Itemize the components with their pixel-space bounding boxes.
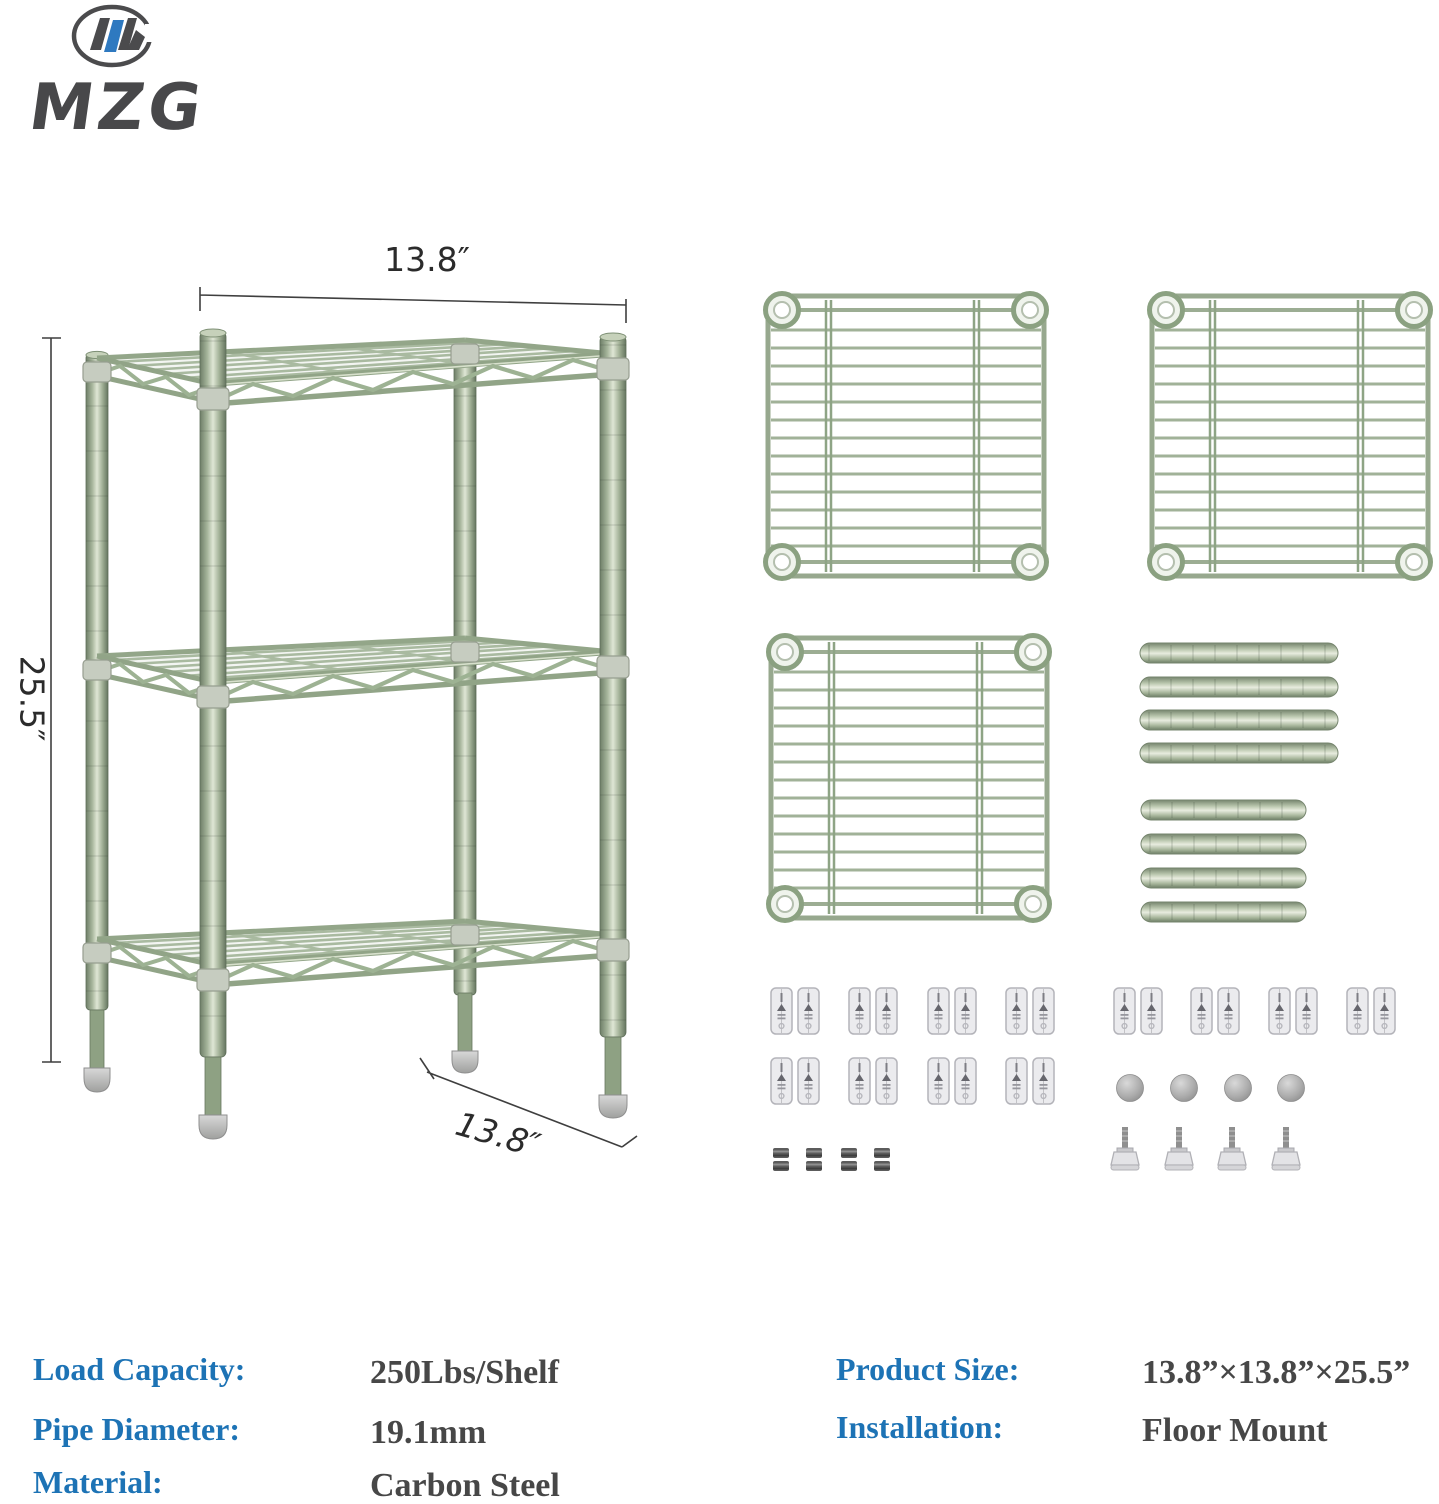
spec-label-load-capacity: Load Capacity: — [33, 1351, 246, 1387]
dome-caps — [1117, 1075, 1305, 1102]
dimension-lines — [42, 287, 637, 1147]
spec-value-material: Carbon Steel — [370, 1467, 560, 1504]
dimension-height-label: 25.5″ — [12, 655, 52, 742]
spec-label-product-size: Product Size: — [836, 1351, 1020, 1387]
short-pole-sections — [1141, 800, 1306, 922]
long-pole-sections — [1140, 643, 1338, 763]
dimension-depth-label: 13.8″ — [451, 1103, 545, 1166]
shelf-unit-illustration — [83, 329, 629, 1139]
spec-value-product-size: 13.8”×13.8”×25.5” — [1142, 1354, 1411, 1391]
dimension-width-label: 13.8″ — [384, 240, 470, 279]
spec-value-installation: Floor Mount — [1142, 1412, 1328, 1449]
shelf-pole-back-left — [84, 351, 110, 1092]
shelf-pole-front-left — [197, 329, 229, 1139]
brand-logo-text: MZG — [24, 71, 210, 145]
shelf-tier-bottom — [83, 921, 613, 985]
pole-connectors — [773, 1148, 890, 1171]
spec-label-installation: Installation: — [836, 1409, 1004, 1445]
shelf-tier-top — [83, 340, 613, 404]
wire-shelf-panel-1 — [766, 294, 1047, 579]
wire-shelf-panel-3 — [769, 636, 1050, 921]
spec-label-pipe-diameter: Pipe Diameter: — [33, 1411, 241, 1447]
shelf-pole-front-right — [597, 333, 629, 1118]
wire-shelf-panel-2 — [1150, 294, 1431, 579]
leveling-feet — [1111, 1127, 1300, 1170]
spec-label-material: Material: — [33, 1464, 163, 1500]
spec-value-load-capacity: 250Lbs/Shelf — [370, 1354, 559, 1391]
spec-value-pipe-diameter: 19.1mm — [370, 1414, 487, 1451]
brand-emblem-icon — [74, 7, 156, 65]
shelf-tier-middle — [83, 638, 613, 702]
